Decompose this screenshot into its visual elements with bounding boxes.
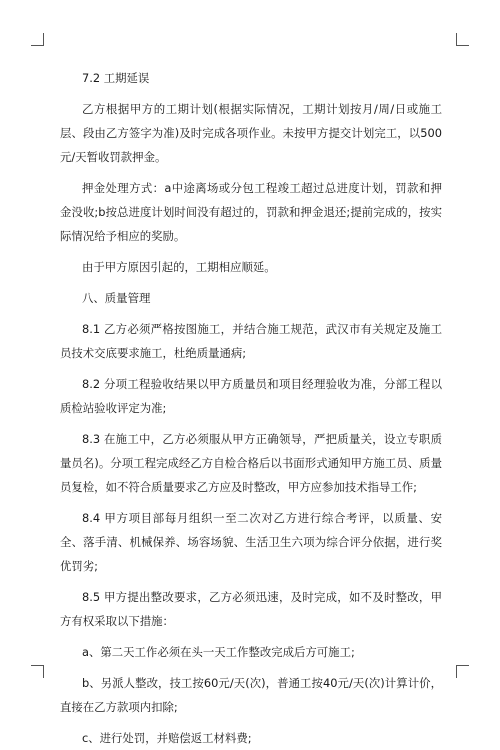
paragraph-8-5: 8.5 甲方提出整改要求，乙方必须迅速，及时完成，如不及时整改，甲方有权采取以下措施： xyxy=(60,590,442,628)
paragraph-8-2: 8.2 分项工程验收结果以甲方质量员和项目经理验收为准，分部工程以质检站验收评定为准; xyxy=(60,377,442,415)
list-item-c: c、进行处罚，并赔偿返工材料费; xyxy=(82,731,252,745)
crop-mark-top-left xyxy=(31,33,44,46)
list-item-a: a、第二天工作必须在头一天工作整改完成后方可施工; xyxy=(82,645,355,659)
paragraph-8-4: 8.4 甲方项目部每月组织一至二次对乙方进行综合考评，以质量、安全、落手清、机械保养、场容场貌、生活卫生六项为综合评分依据，进行奖优罚劣; xyxy=(60,511,442,573)
section-heading-7-2: 7.2 工期延误 xyxy=(82,71,150,85)
paragraph-8-3: 8.3 在施工中，乙方必须服从甲方正确领导，严把质量关，设立专职质量员名)。分项工程完成经乙方自检合格后以书面形式通知甲方施工员、质量员复检，如不符合质量要求乙方应及时整改，甲方应参加技术指导工作; xyxy=(60,432,442,494)
paragraph-8-1: 8.1 乙方必须严格按图施工，并结合施工规范，武汉市有关规定及施工员技术交底要求施工，杜绝质量通病; xyxy=(60,322,442,360)
paragraph-deposit: 押金处理方式：a中途离场或分包工程竣工超过总进度计划，罚款和押金没收;b按总进度计划时间没有超过的，罚款和押金退还;提前完成的，按实际情况给予相应的奖励。 xyxy=(60,181,442,243)
document-body xyxy=(60,66,442,750)
crop-mark-bottom-right xyxy=(456,665,469,678)
crop-mark-top-right xyxy=(456,33,469,46)
section-heading-quality: 八、质量管理 xyxy=(82,291,151,305)
paragraph-schedule: 乙方根据甲方的工期计划(根据实际情况，工期计划按月/周/日或施工层、段由乙方签字为准)及时完成各项作业。未按甲方提交计划完工，以500元/天暂收罚款押金。 xyxy=(60,102,442,164)
paragraph-extension: 由于甲方原因引起的，工期相应顺延。 xyxy=(82,260,276,274)
list-item-b: b、另派人整改，技工按60元/天(次)，普通工按40元/天(次)计算计价，直接在乙方款项内扣除; xyxy=(60,676,442,714)
crop-mark-bottom-left xyxy=(31,665,44,678)
